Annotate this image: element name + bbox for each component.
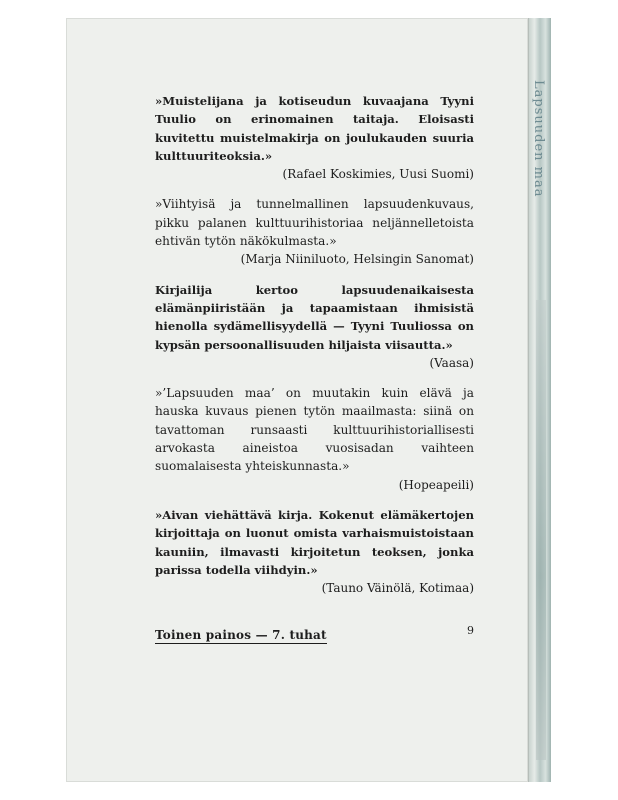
review-source: (Hopeapeili) xyxy=(398,477,474,492)
cover-footer xyxy=(155,624,474,646)
review-2 xyxy=(155,195,474,268)
spine-illustration xyxy=(536,300,546,760)
review-text: Kirjailija kertoo lapsuudenaikaisesta elämänpiiristään ja tapaamistaan ihmisistä hienolla sydämellisyydellä — Tyyni Tuuliossa on kypsän persoonallisuuden hiljaista viisautta.» xyxy=(155,282,474,352)
review-3 xyxy=(155,281,474,372)
review-4 xyxy=(155,384,474,494)
review-source: (Tauno Väinölä, Kotimaa) xyxy=(321,581,474,596)
review-text: »Muistelijana ja kotiseudun kuvaajana Tyyni Tuulio on erinomainen taitaja. Eloisasti kuvitettu muistelmakirja on joulukauden suuria kulttuuriteoksia.» xyxy=(155,94,474,163)
review-source: (Marja Niiniluoto, Helsingin Sanomat) xyxy=(240,252,474,267)
review-source: (Vaasa) xyxy=(429,355,474,370)
page-number: 9 xyxy=(467,624,474,637)
review-text: »Aivan viehättävä kirja. Kokenut elämäkertojen kirjoittaja on luonut omista varhaismuistoistaan kauniin, ilmavasti kirjoitetun teoksen, jonka parissa todella viihdyin.» xyxy=(155,507,474,577)
spine-title: Lapsuuden maa xyxy=(531,80,546,198)
review-5 xyxy=(155,506,474,597)
review-source: (Rafael Koskimies, Uusi Suomi) xyxy=(282,167,474,182)
review-text: »’Lapsuuden maa’ on muutakin kuin elävä ja hauska kuvaus pienen tytön maailmasta: siinä on tavattoman runsaasti kulttuurihistoriallisesti arvokasta aineistoa vuosisadan vaihteen suomalaisesta yhteiskunnasta.» xyxy=(155,386,474,474)
review-1 xyxy=(155,92,474,183)
review-text: »Viihtyisä ja tunnelmallinen lapsuudenkuvaus, pikku palanen kulttuurihistoriaa neljännelletoista ehtivän tytön näkökulmasta.» xyxy=(155,197,474,249)
edition-label: Toinen painos — 7. tuhat xyxy=(155,628,327,642)
reviews-column xyxy=(155,92,474,609)
